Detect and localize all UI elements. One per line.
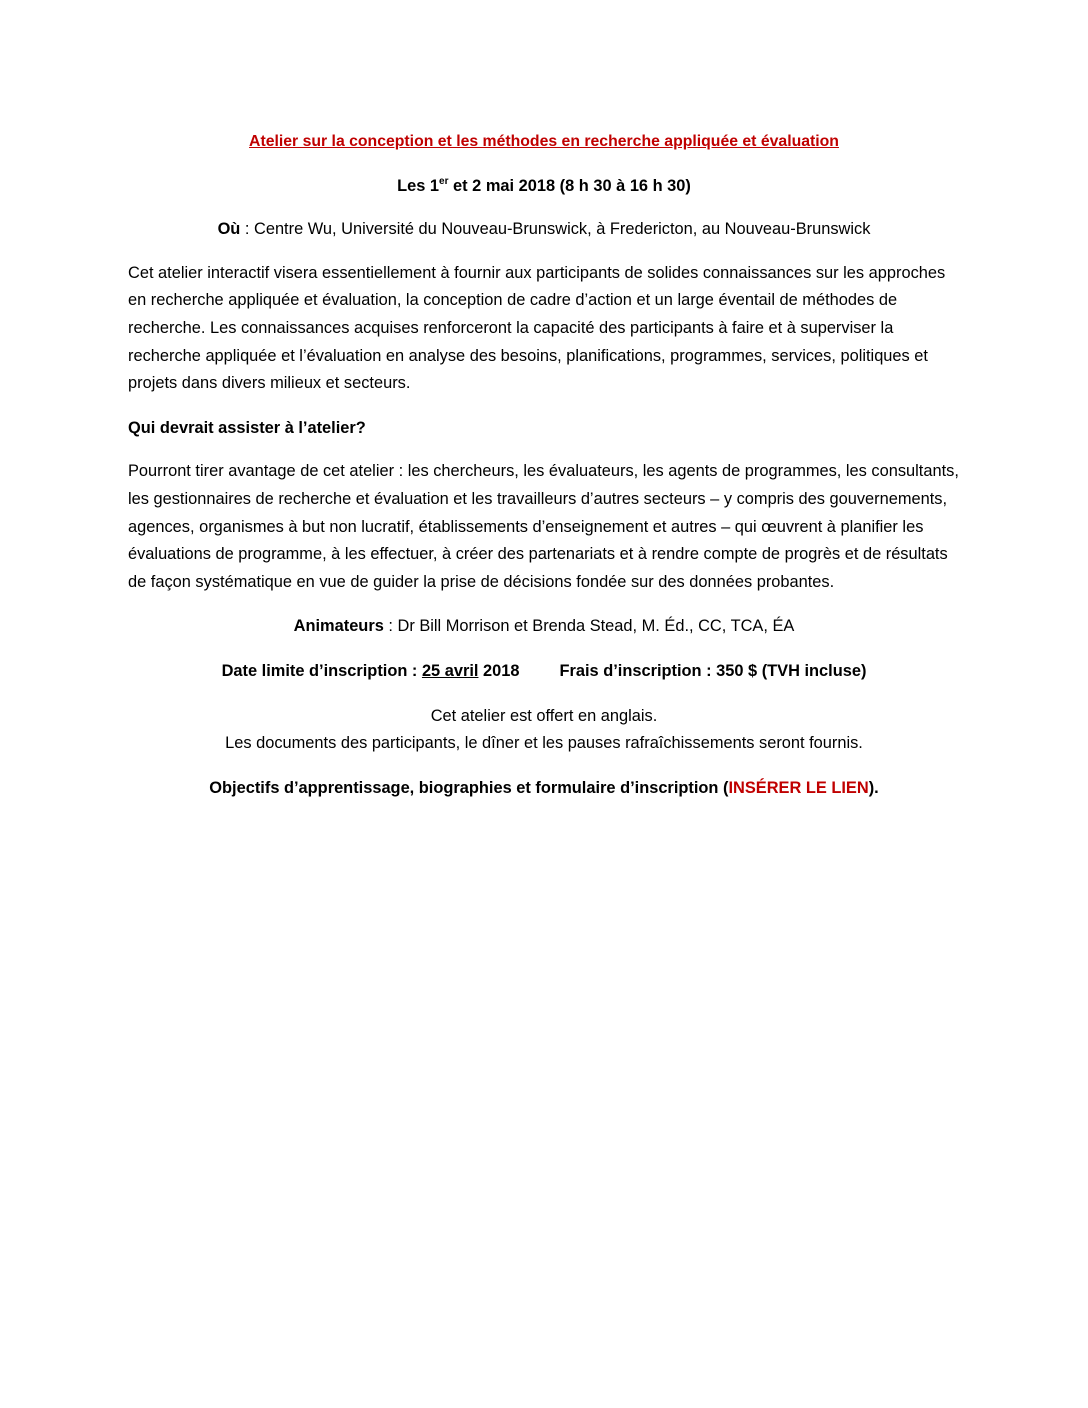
objectives-line	[128, 775, 960, 803]
offered-info	[128, 703, 960, 758]
insert-link[interactable]: INSÉRER LE LIEN	[728, 778, 869, 797]
objectives-text: Objectifs d’apprentissage, biographies et formulaire d’inscription (	[209, 778, 729, 797]
location-label: Où	[217, 220, 241, 239]
fees-text: Frais d’inscription : 350 $ (TVH incluse)	[559, 661, 867, 680]
event-location	[128, 216, 960, 244]
document-title: Atelier sur la conception et les méthodes en recherche appliquée et évaluation	[249, 133, 839, 150]
who-heading: Qui devrait assister à l’atelier?	[128, 418, 366, 437]
deadline-separator: :	[407, 661, 422, 680]
offered-language: Cet atelier est offert en anglais.	[430, 706, 658, 725]
event-dates-prefix: Les 1	[397, 176, 440, 195]
animators-text: : Dr Bill Morrison et Brenda Stead, M. Éd., CC, TCA, ÉA	[383, 617, 795, 636]
deadline-label: Date limite d’inscription	[221, 661, 408, 680]
animators-label: Animateurs	[293, 617, 384, 636]
animators-line	[128, 613, 960, 641]
intro-paragraph: Cet atelier interactif visera essentiellement à fournir aux participants de solides connaissances sur les approches en recherche appliquée et évaluation, la conception de cadre d’action et un large éventail de méthodes de recherche. Les connaissances acquises renforceront la capacité des participants à faire et à superviser la recherche appliquée et l’évaluation en analyse des besoins, planifications, programmes, services, politiques et projets dans divers milieux et secteurs.	[128, 263, 946, 393]
deadline-date: 25 avril	[421, 661, 479, 680]
who-paragraph: Pourront tirer avantage de cet atelier : les chercheurs, les évaluateurs, les agents de programmes, les consultants, les gestionnaires de recherche et évaluation et les travailleurs d’autres secteurs – y compris des gouvernements, agences, organismes à but non lucratif, établissements d’enseignement et autres – qui œuvrent à planifier les évaluations de programme, à les effectuer, à créer des partenariats et à rendre compte de progrès et de résultats de façon systématique en vue de guider la prise de décisions fondée sur des données probantes.	[128, 462, 959, 591]
event-dates-superscript: er	[439, 175, 449, 187]
offered-provisions: Les documents des participants, le dîner et les pauses rafraîchissements seront fournis.	[225, 734, 863, 753]
document-content	[128, 128, 960, 802]
location-text: : Centre Wu, Université du Nouveau-Brunswick, à Fredericton, au Nouveau-Brunswick	[240, 220, 871, 239]
deadline-year: 2018	[478, 661, 520, 680]
objectives-close: ).	[868, 778, 879, 797]
event-dates-suffix: et 2 mai 2018 (8 h 30 à 16 h 30)	[448, 176, 691, 195]
registration-info	[128, 658, 960, 686]
event-dates	[128, 173, 960, 201]
